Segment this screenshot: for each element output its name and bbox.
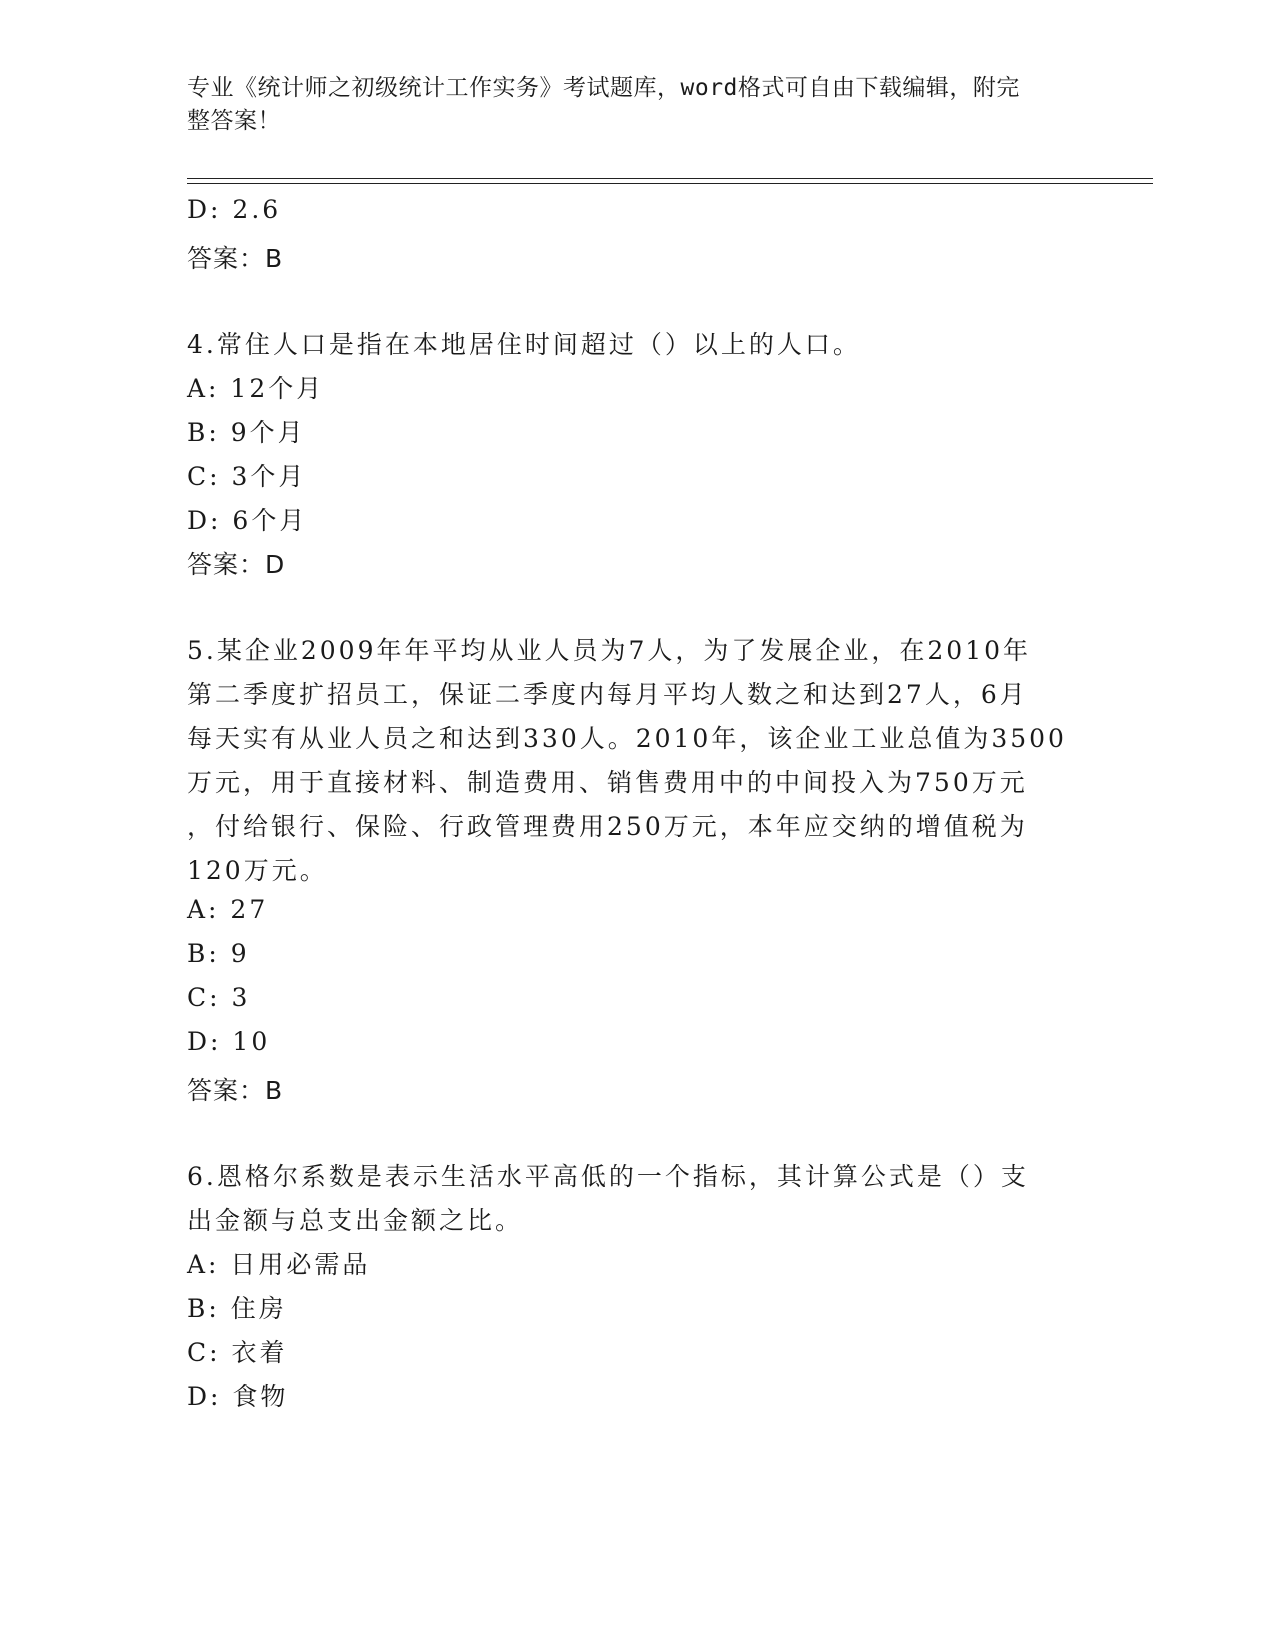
q4-stem: 4.常住人口是指在本地居住时间超过（）以上的人口。 — [187, 330, 861, 359]
q5-answer: 答案：B — [187, 1076, 284, 1105]
q4-option-d: D: 6个月 — [187, 506, 308, 535]
q5-stem-line-6: 120万元。 — [187, 856, 328, 885]
q6-option-b: B: 住房 — [187, 1294, 287, 1323]
q5-option-d: D: 10 — [187, 1027, 271, 1056]
q4-option-c: C: 3个月 — [187, 462, 307, 491]
q3-answer: 答案：B — [187, 244, 284, 273]
page-header — [187, 72, 1067, 138]
q5-option-a: A: 27 — [187, 895, 269, 924]
q6-option-d: D: 食物 — [187, 1382, 289, 1411]
q5-stem-line-5: ，付给银行、保险、行政管理费用250万元，本年应交纳的增值税为 — [187, 812, 1028, 841]
q6-option-c: C: 衣着 — [187, 1338, 288, 1367]
q5-stem-line-1: 5.某企业2009年年平均从业人员为7人，为了发展企业，在2010年 — [187, 636, 1032, 665]
q3-option-d: D: 2.6 — [187, 195, 282, 224]
q4-answer: 答案：D — [187, 550, 286, 579]
q4-option-b: B: 9个月 — [187, 418, 306, 447]
q4-option-a: A: 12个月 — [187, 374, 325, 403]
q6-stem-line-1: 6.恩格尔系数是表示生活水平高低的一个指标，其计算公式是（）支 — [187, 1162, 1029, 1191]
q5-stem-line-2: 第二季度扩招员工，保证二季度内每月平均人数之和达到27人，6月 — [187, 680, 1028, 709]
q6-stem-line-2: 出金额与总支出金额之比。 — [187, 1206, 524, 1235]
q5-stem-line-4: 万元，用于直接材料、制造费用、销售费用中的中间投入为750万元 — [187, 768, 1028, 797]
header-title-line-2: 整答案！ — [187, 108, 281, 134]
q6-option-a: A: 日用必需品 — [187, 1250, 371, 1279]
header-divider-top — [187, 178, 1153, 179]
q5-option-b: B: 9 — [187, 939, 250, 968]
q5-stem-line-3: 每天实有从业人员之和达到330人。2010年，该企业工业总值为3500 — [187, 724, 1067, 753]
header-divider-bottom — [187, 183, 1153, 184]
q5-option-c: C: 3 — [187, 983, 251, 1012]
header-title-line-1: 专业《统计师之初级统计工作实务》考试题库，word格式可自由下载编辑，附完 — [187, 75, 1020, 101]
